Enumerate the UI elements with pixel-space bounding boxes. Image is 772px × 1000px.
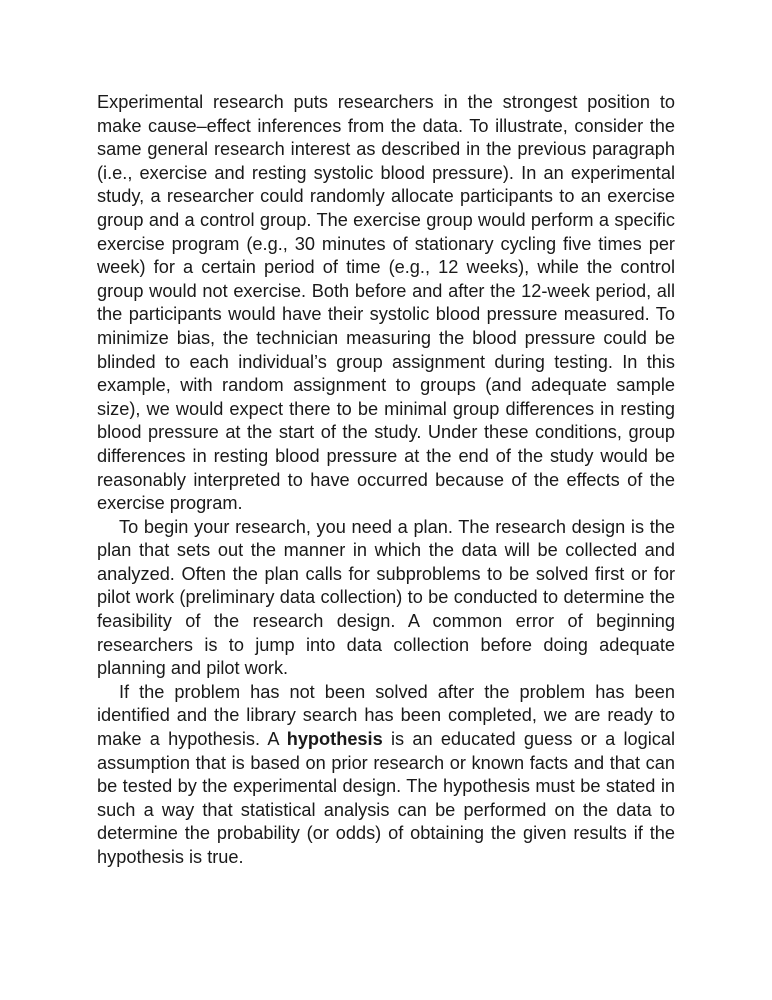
paragraph-experimental-research: Experimental research puts researchers in the strongest position to make cause–effect inferences from the data. To illustrate, consider the same general research interest as described in the previous paragraph (i.e., exercise and resting systolic blood pressure). In an experimental study, a researcher could randomly allocate participants to an exercise group and a control group. The exercise group would perform a specific exercise program (e.g., 30 minutes of stationary cycling five times per week) for a certain period of time (e.g., 12 weeks), while the control group would not exercise. Both before and after the 12-week period, all the participants would have their systolic blood pressure measured. To minimize bias, the technician measuring the blood pressure could be blinded to each individual’s group assignment during testing. In this example, with random assignment to groups (and adequate sample size), we would expect there to be minimal group differences in resting blood pressure at the start of the study. Under these conditions, group differences in resting blood pressure at the end of the study would be reasonably interpreted to have occurred because of the effects of the exercise program.: [97, 92, 675, 514]
hypothesis-text-before: If the problem has not been solved after the problem has been identified and the library search has been completed, we are ready to make a hypothesis. A: [97, 681, 675, 750]
paragraph-hypothesis: [97, 681, 675, 870]
paragraph-research-design: To begin your research, you need a plan. The research design is the plan that sets out the manner in which the data will be collected and analyzed. Often the plan calls for subproblems to be solved first or for pilot work (preliminary data collection) to be conducted to determine the feasibility of the research design. A common error of beginning researchers is to jump into data collection before doing adequate planning and pilot work.: [97, 516, 675, 679]
hypothesis-text-after: is an educated guess or a logical assumption that is based on prior research or known facts and that can be tested by the experimental design. The hypothesis must be stated in such a way that statistical analysis can be performed on the data to determine the probability (or odds) of obtaining the given results if the hypothesis is true.: [97, 729, 676, 867]
document-page: [97, 91, 675, 870]
hypothesis-term: hypothesis: [286, 729, 383, 750]
